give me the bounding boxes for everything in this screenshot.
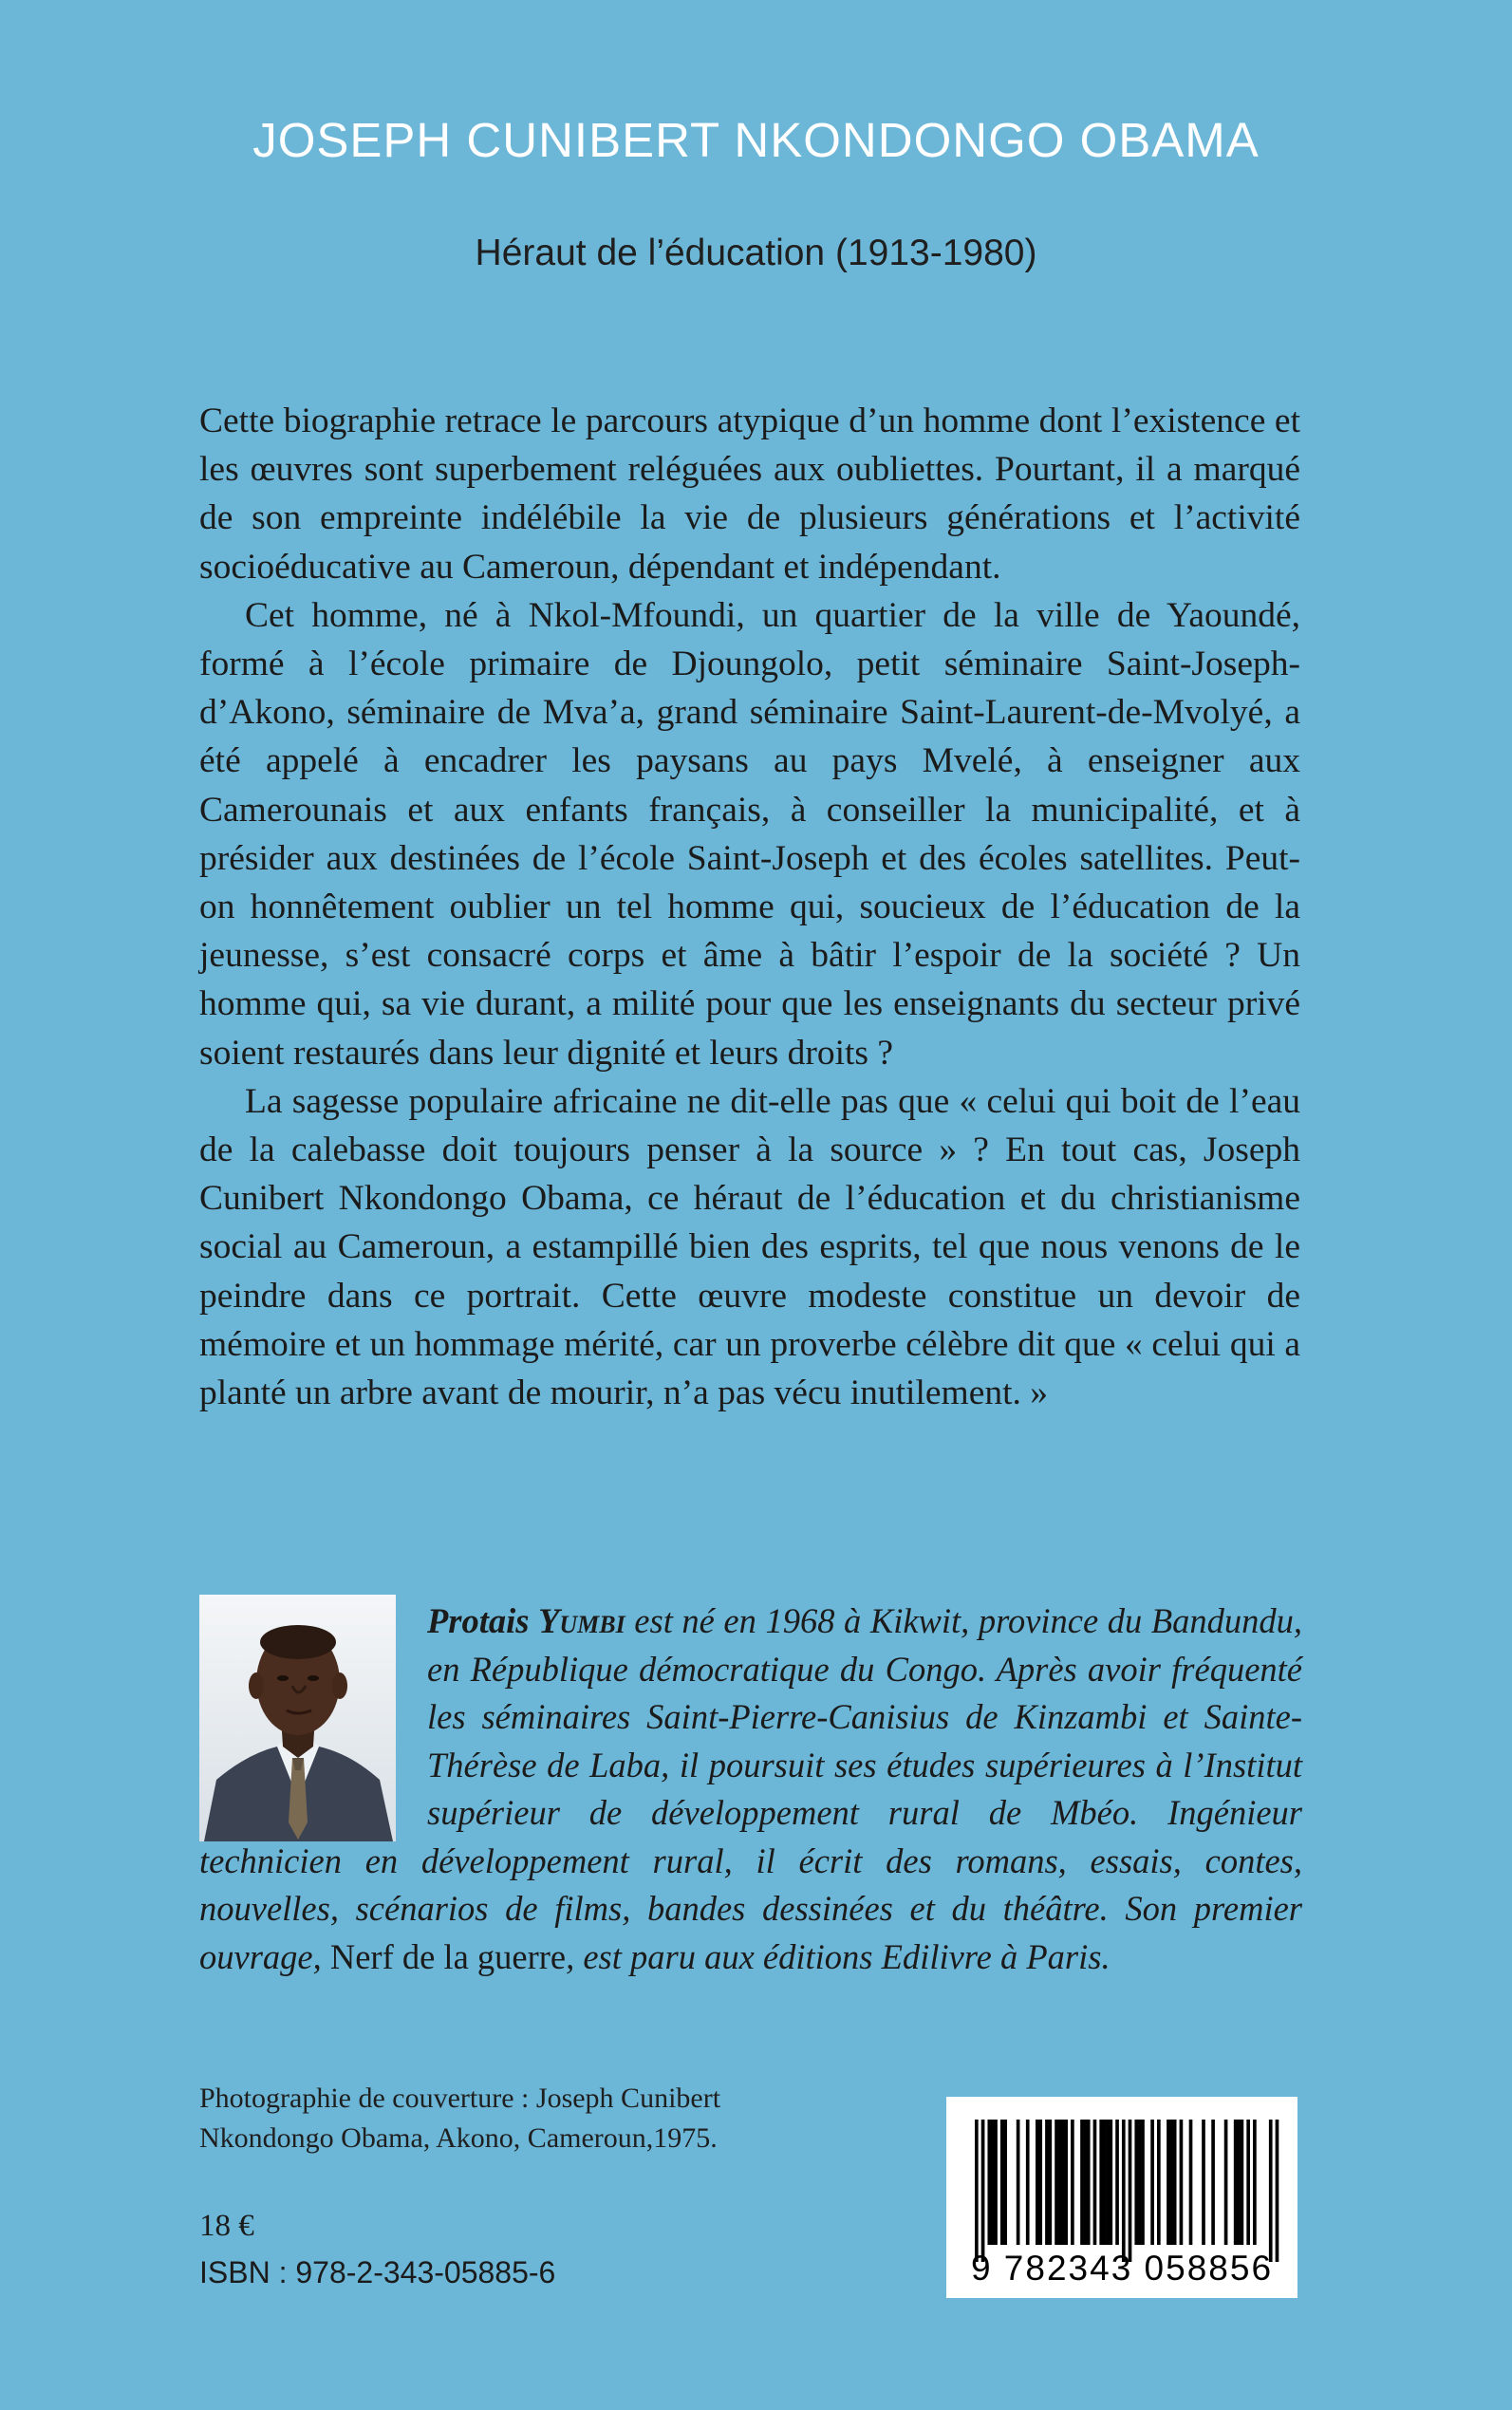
barcode — [946, 2097, 1297, 2298]
barcode-bar — [1189, 2120, 1193, 2245]
barcode-bar — [1237, 2120, 1241, 2245]
barcode-bar — [1045, 2120, 1049, 2245]
barcode-bar — [1122, 2120, 1126, 2262]
barcode-bar — [994, 2120, 998, 2245]
author-bio — [199, 1597, 1302, 1981]
barcode-bar — [987, 2120, 991, 2245]
barcode-bar — [1167, 2120, 1170, 2245]
barcode-bar — [1129, 2120, 1132, 2262]
barcode-bar — [1234, 2120, 1238, 2245]
barcode-bar — [1048, 2120, 1052, 2245]
barcode-bar — [1253, 2120, 1257, 2245]
barcode-bar — [1038, 2120, 1042, 2245]
isbn: ISBN : 978-2-343-05885-6 — [199, 2255, 556, 2289]
barcode-bar — [991, 2120, 995, 2245]
barcode-bar — [1173, 2120, 1177, 2245]
barcode-bar — [975, 2120, 979, 2262]
barcode-bar — [1084, 2120, 1088, 2245]
barcode-bar — [1115, 2120, 1119, 2245]
author-last-name: Yumbi — [538, 1601, 625, 1640]
barcode-bar — [1169, 2120, 1173, 2245]
barcode-bar — [1103, 2120, 1107, 2245]
barcode-bar — [1055, 2120, 1058, 2245]
barcode-bar — [1064, 2120, 1068, 2245]
barcode-bar — [1099, 2120, 1103, 2245]
photo-credit-line-2: Nkondongo Obama, Akono, Cameroun,1975. — [199, 2122, 718, 2154]
barcode-bar — [981, 2120, 985, 2262]
barcode-digits: 9 782343 058856 — [970, 2249, 1274, 2288]
barcode-bar — [1157, 2120, 1161, 2245]
barcode-bar — [1036, 2120, 1039, 2245]
summary-paragraph-1: Cette biographie retrace le parcours atypique d’un homme dont l’existence et les œuvres sont superbement reléguées aux oubliettes. Pourtant, il a marqué de son empreinte indélébile la vie de plusieurs générations et l’activité socioéducative au Cameroun, dépendant et indépendant. — [199, 402, 1300, 587]
summary-text — [199, 397, 1300, 1417]
cover-title: JOSEPH CUNIBERT NKONDONGO OBAMA — [252, 113, 1260, 167]
barcode-bar — [1180, 2120, 1184, 2245]
barcode-bar — [1134, 2120, 1138, 2245]
barcode-bar — [1138, 2120, 1142, 2245]
barcode-bar — [1150, 2120, 1154, 2245]
barcode-bar — [1003, 2120, 1007, 2245]
barcode-bar — [1017, 2120, 1020, 2245]
summary-paragraph-3: La sagesse populaire africaine ne dit-elle pas que « celui qui boit de l’eau de la calebasse doit toujours penser à la source » ? En tout cas, Joseph Cunibert Nkondongo Obama, ce héraut de l’éducation et du christianisme social au Cameroun, a estampillé bien des esprits, tel que nous venons de le peindre dans ce portrait. Cette œuvre modeste constitue un devoir de mémoire et un hommage mérité, car un proverbe célèbre dit que « celui qui a planté un arbre avant de mourir, n’a pas vécu inutilement. » — [199, 1081, 1300, 1413]
author-book-title: Nerf de la guerre — [329, 1936, 567, 1976]
author-first-name: Protais — [427, 1601, 530, 1640]
barcode-bar — [1106, 2120, 1110, 2245]
barcode-bar — [1087, 2120, 1091, 2245]
barcode-bar — [1026, 2120, 1030, 2245]
barcode-bar — [1061, 2120, 1065, 2245]
barcode-bar — [1000, 2120, 1004, 2245]
photo-credit-line-1: Photographie de couverture : Joseph Cunibert — [199, 2083, 721, 2114]
author-bio-part-1: est né en 1968 à Kikwit, province du Bandundu, en République démocratique du Congo. Après avoir fréquenté les séminaires Saint-Pierre-Canisius de Kinzambi et Sainte-Thérèse de Laba, il poursuit ses études supérieures à l’Institut supérieur de développement rural de Mbéo. Ingénieur technicien en développement rural, il écrit des romans, essais, contes, nouvelles, scénarios de films, bandes dessinées et du théâtre. Son premier ouvrage, — [199, 1601, 1303, 1976]
summary-paragraph-2: Cet homme, né à Nkol-Mfoundi, un quartier de la ville de Yaoundé, formé à l’école primaire de Djoungolo, petit séminaire Saint-Joseph-d’Akono, séminaire de Mva’a, grand séminaire Saint-Laurent-de-Mvolyé, a été appelé à encadrer les paysans au pays Mvelé, à enseigner aux Camerounais et aux enfants français, à conseiller la municipalité, et à présider aux destinées de l’école Saint-Joseph et des écoles satellites. Peut-on honnêtement oublier un tel homme qui, soucieux de l’éducation de la jeunesse, s’est consacré corps et âme à bâtir l’espoir de la société ? Un homme qui, sa vie durant, a milité pour que les enseignants du secteur privé soient restaurés dans leur dignité et leurs droits ? — [199, 595, 1300, 1073]
barcode-bar — [1269, 2120, 1273, 2262]
barcode-bar — [1202, 2120, 1205, 2245]
cover-subtitle: Héraut de l’éducation (1913-1980) — [475, 233, 1037, 273]
barcode-bar — [1241, 2120, 1244, 2245]
barcode-bar — [1058, 2120, 1062, 2245]
barcode-bar — [1211, 2120, 1215, 2245]
barcode-bar — [1080, 2120, 1084, 2245]
barcode-bar — [1141, 2120, 1145, 2245]
photo-credit — [199, 2079, 864, 2158]
barcode-bar — [1109, 2120, 1112, 2245]
barcode-bar — [1071, 2120, 1074, 2245]
barcode-bar — [1276, 2120, 1279, 2262]
barcode-bar — [1224, 2120, 1228, 2245]
author-bio-part-2: , est paru aux éditions Edilivre à Paris. — [566, 1936, 1111, 1976]
barcode-bar — [1093, 2120, 1097, 2245]
price: 18 € — [199, 2209, 254, 2243]
photo-spacer — [199, 1597, 427, 1830]
barcode-bar — [1246, 2120, 1250, 2245]
